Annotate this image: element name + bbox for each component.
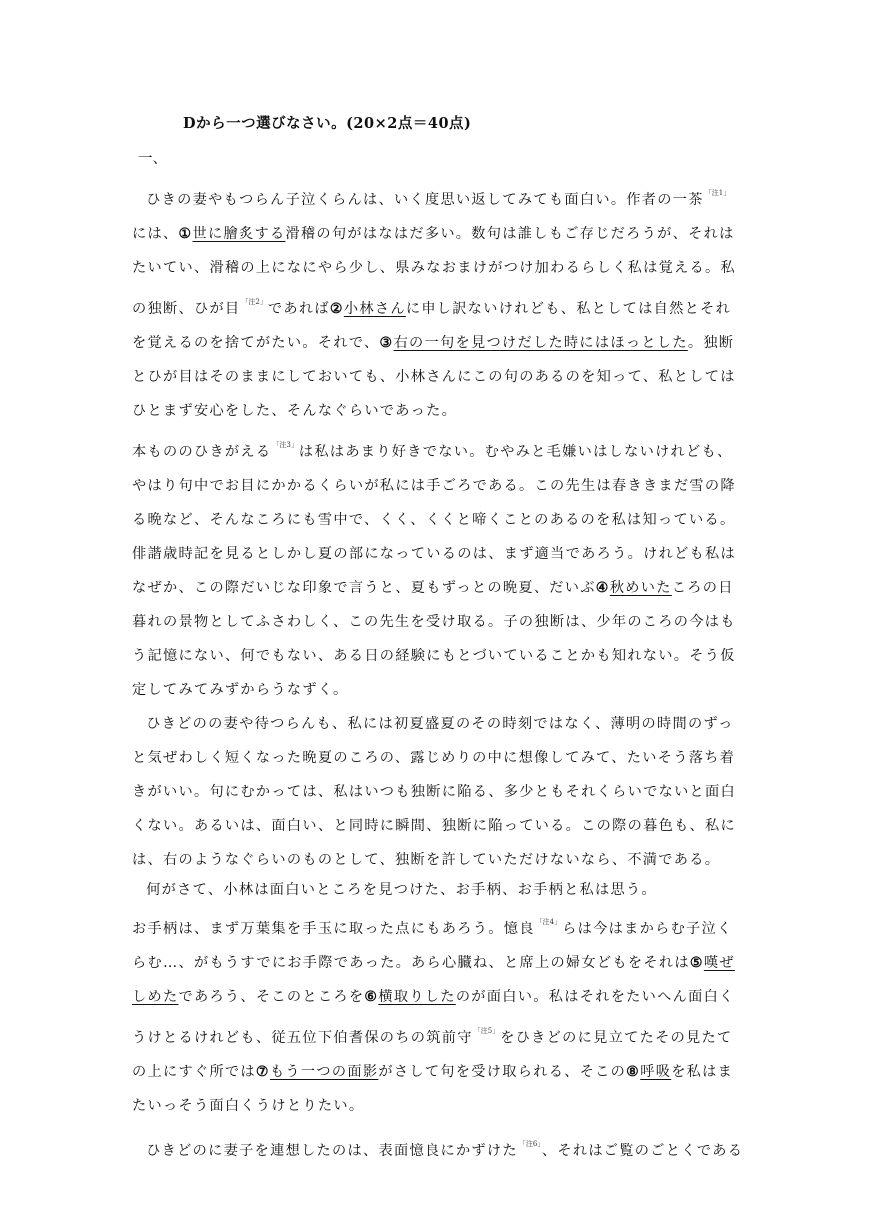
text-run: 、それはご覧のごとくである bbox=[541, 1143, 744, 1159]
text-run: 。独断とひが目はそのままにしておいても、小林さんにこの句のあるのを知って、私としてはひとまず安心をした、そんなぐらいであった。 bbox=[132, 335, 736, 419]
text-run: ひきどのに妻子を連想したのは、表面憶良にかずけた bbox=[146, 1143, 518, 1159]
text-run: ころの日暮れの景物としてふさわしく、この先生を受け取る。子の独断は、少年のころの今はもう記憶にない、何でもない、ある日の経験にもとづいていることかも知れない。そう仮定してみてみずからうなずく。 bbox=[132, 580, 736, 698]
question-instruction: Dから一つ選びなさい。(20×2点＝40点) bbox=[183, 115, 472, 132]
text-run: をひきどのに見立てたその見たての上にすぐ所では bbox=[132, 1030, 733, 1080]
footnote-ref-6: 「注6」 bbox=[518, 1140, 541, 1148]
marker-6: ⑥ bbox=[364, 989, 379, 1005]
marker-7: ⑦ bbox=[255, 1064, 270, 1080]
underlined-phrase-1: 世に膾炙する bbox=[192, 226, 286, 242]
section-number: 一、 bbox=[138, 151, 167, 167]
text-run: らは今はまからむ子泣くらむ…、がもうすでにお手際であった。あら心臓ね、と席上の婦女どもをそれは bbox=[132, 921, 733, 971]
marker-1: ① bbox=[178, 226, 193, 242]
text-run: は私はあまり好きでない。むやみと毛嫌いはしないけれども、やはり句中でお目にかかるくらいが私には手ごろである。この先生は春ききまだ雪の降る晩など、そんなころにも雪中で、くく、くくと啼くことのあるのを私は知っている。俳諧歳時記を見るとしかし夏の部になっているのは、まず適当であろう。けれども私はなぜか、この際だいじな印象で言うと、夏もずっとの晩夏、だいぶ bbox=[132, 444, 737, 596]
text-run: には、 bbox=[132, 226, 179, 242]
footnote-ref-3: 「注3」 bbox=[272, 441, 298, 449]
underlined-phrase-8: 呼吸 bbox=[640, 1064, 672, 1080]
paragraph-6 bbox=[132, 1127, 744, 1168]
footnote-ref-1: 「注1」 bbox=[704, 189, 731, 197]
footnote-ref-5: 「注5」 bbox=[473, 1027, 500, 1035]
marker-3: ③ bbox=[379, 335, 394, 351]
text-run: であろう、そこのところを bbox=[178, 989, 365, 1005]
paragraph-2 bbox=[132, 428, 744, 707]
underlined-phrase-3: 右の一句を見つけだした時にはほっとした bbox=[393, 335, 688, 351]
underlined-phrase-7: もう一つの面影 bbox=[269, 1064, 379, 1080]
text-run: ひきの妻やもつらん子泣くらんは、いく度思い返してみても面白い。作者の一茶 bbox=[146, 192, 704, 208]
footnote-ref-2: 「注2」 bbox=[241, 298, 267, 306]
marker-4: ④ bbox=[595, 580, 610, 596]
underlined-phrase-6: 横取りした bbox=[378, 989, 456, 1005]
text-run: お手柄は、まず万葉集を手玉に取った点にもあろう。憶良 bbox=[132, 921, 535, 937]
paragraph-3: ひきどのの妻や待つらんも、私には初夏盛夏のその時刻ではなく、薄明の時間のずっと気ぜわしく短くなった晩夏のころの、露じめりの中に想像してみて、たいそう落ち着きがいい。句にむかっては、私はいつも独断に陥る、多少ともそれくらいでないと面白くない。あるいは、面白い、と同時に瞬間、独断に陥っている。この際の暮色も、私には、右のようなぐらいのものとして、独断を許していただけないなら、不満である。 bbox=[132, 716, 737, 868]
underlined-phrase-2: 小林さん bbox=[343, 301, 406, 317]
paragraph-1 bbox=[132, 176, 744, 428]
text-run: であれば bbox=[267, 301, 330, 317]
text-run: を私はまたいっそう面白くうけとりたい。 bbox=[132, 1064, 734, 1114]
paragraph-5 bbox=[132, 905, 744, 1123]
text-run: 滑稽の句がはなはだ多い。数句は誰しもご存じだろうが、それはたいてい、滑稽の上になにやら少し、県みなおまけがつけ加わるらしく私は覚える。私の独断、ひが目 bbox=[132, 226, 737, 317]
text-run: のが面白い。私はそれをたいへん面白くうけとるけれども、従五位下伯耆保のちの筑前守 bbox=[132, 989, 735, 1046]
marker-5: ⑤ bbox=[689, 955, 704, 971]
text-run: がさして句を受け取られる、そこの bbox=[378, 1064, 627, 1080]
underlined-phrase-4: 秋めいた bbox=[609, 580, 672, 596]
text-run: に申し訳ないけれども、私としては自然とそれを覚えるのを捨てがたい。それで、 bbox=[132, 301, 732, 351]
underlined-phrase-5: 嘆ぜしめた bbox=[132, 955, 735, 1005]
paragraph-4: 何がさて、小林は面白いところを見つけた、お手柄、お手柄と私は思う。 bbox=[146, 882, 657, 898]
marker-8: ⑧ bbox=[626, 1064, 641, 1080]
marker-2: ② bbox=[329, 301, 344, 317]
passage bbox=[132, 176, 744, 1168]
footnote-ref-4: 「注4」 bbox=[535, 918, 562, 926]
text-run: 本もののひきがえる bbox=[132, 444, 272, 460]
